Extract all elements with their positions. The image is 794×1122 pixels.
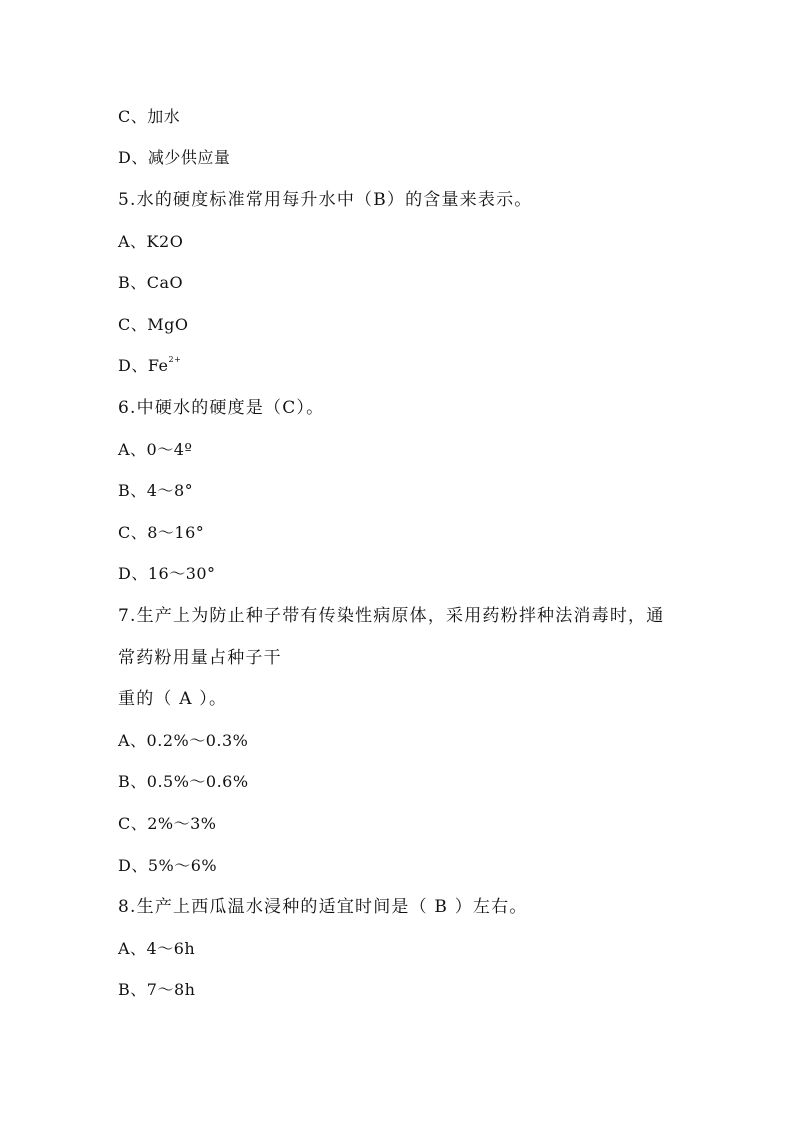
question-6: 6.中硬水的硬度是（C）。 [118, 398, 325, 418]
q7-option-b: B、0.5%～0.6% [118, 772, 249, 791]
question-7-line-1: 7.生产上为防止种子带有传染性病原体，采用药粉拌种法消毒时，通 [118, 606, 665, 626]
superscript-charge: 2+ [168, 355, 182, 364]
q8-option-a: A、4～6h [118, 939, 196, 958]
question-8: 8.生产上西瓜温水浸种的适宜时间是（ B ）左右。 [118, 897, 528, 917]
q7-option-d: D、5%～6% [118, 856, 218, 875]
q6-option-a: A、0～4º [118, 440, 193, 459]
option-d-reduce-supply: D、减少供应量 [118, 148, 231, 167]
q8-option-b: B、7～8h [118, 980, 196, 999]
question-5: 5.水的硬度标准常用每升水中（B）的含量来表示。 [118, 190, 533, 210]
option-c-add-water: C、加水 [118, 107, 181, 126]
question-7-line-3: 重的（ A ）。 [118, 689, 228, 709]
q5-option-a: A、K2O [118, 232, 184, 251]
q7-option-a: A、0.2%～0.3% [118, 731, 249, 750]
q5-option-d: D、$Fe^{2+}$ [118, 355, 182, 375]
q6-option-b: B、4～8° [118, 481, 194, 500]
q6-option-c: C、8～16° [118, 523, 205, 542]
q5-option-c: C、MgO [118, 315, 189, 334]
q7-option-c: C、2%～3% [118, 814, 217, 833]
q5-option-b: B、CaO [118, 273, 184, 292]
question-7-line-2: 常药粉用量占种子干 [118, 648, 282, 668]
q6-option-d: D、16～30° [118, 564, 216, 583]
